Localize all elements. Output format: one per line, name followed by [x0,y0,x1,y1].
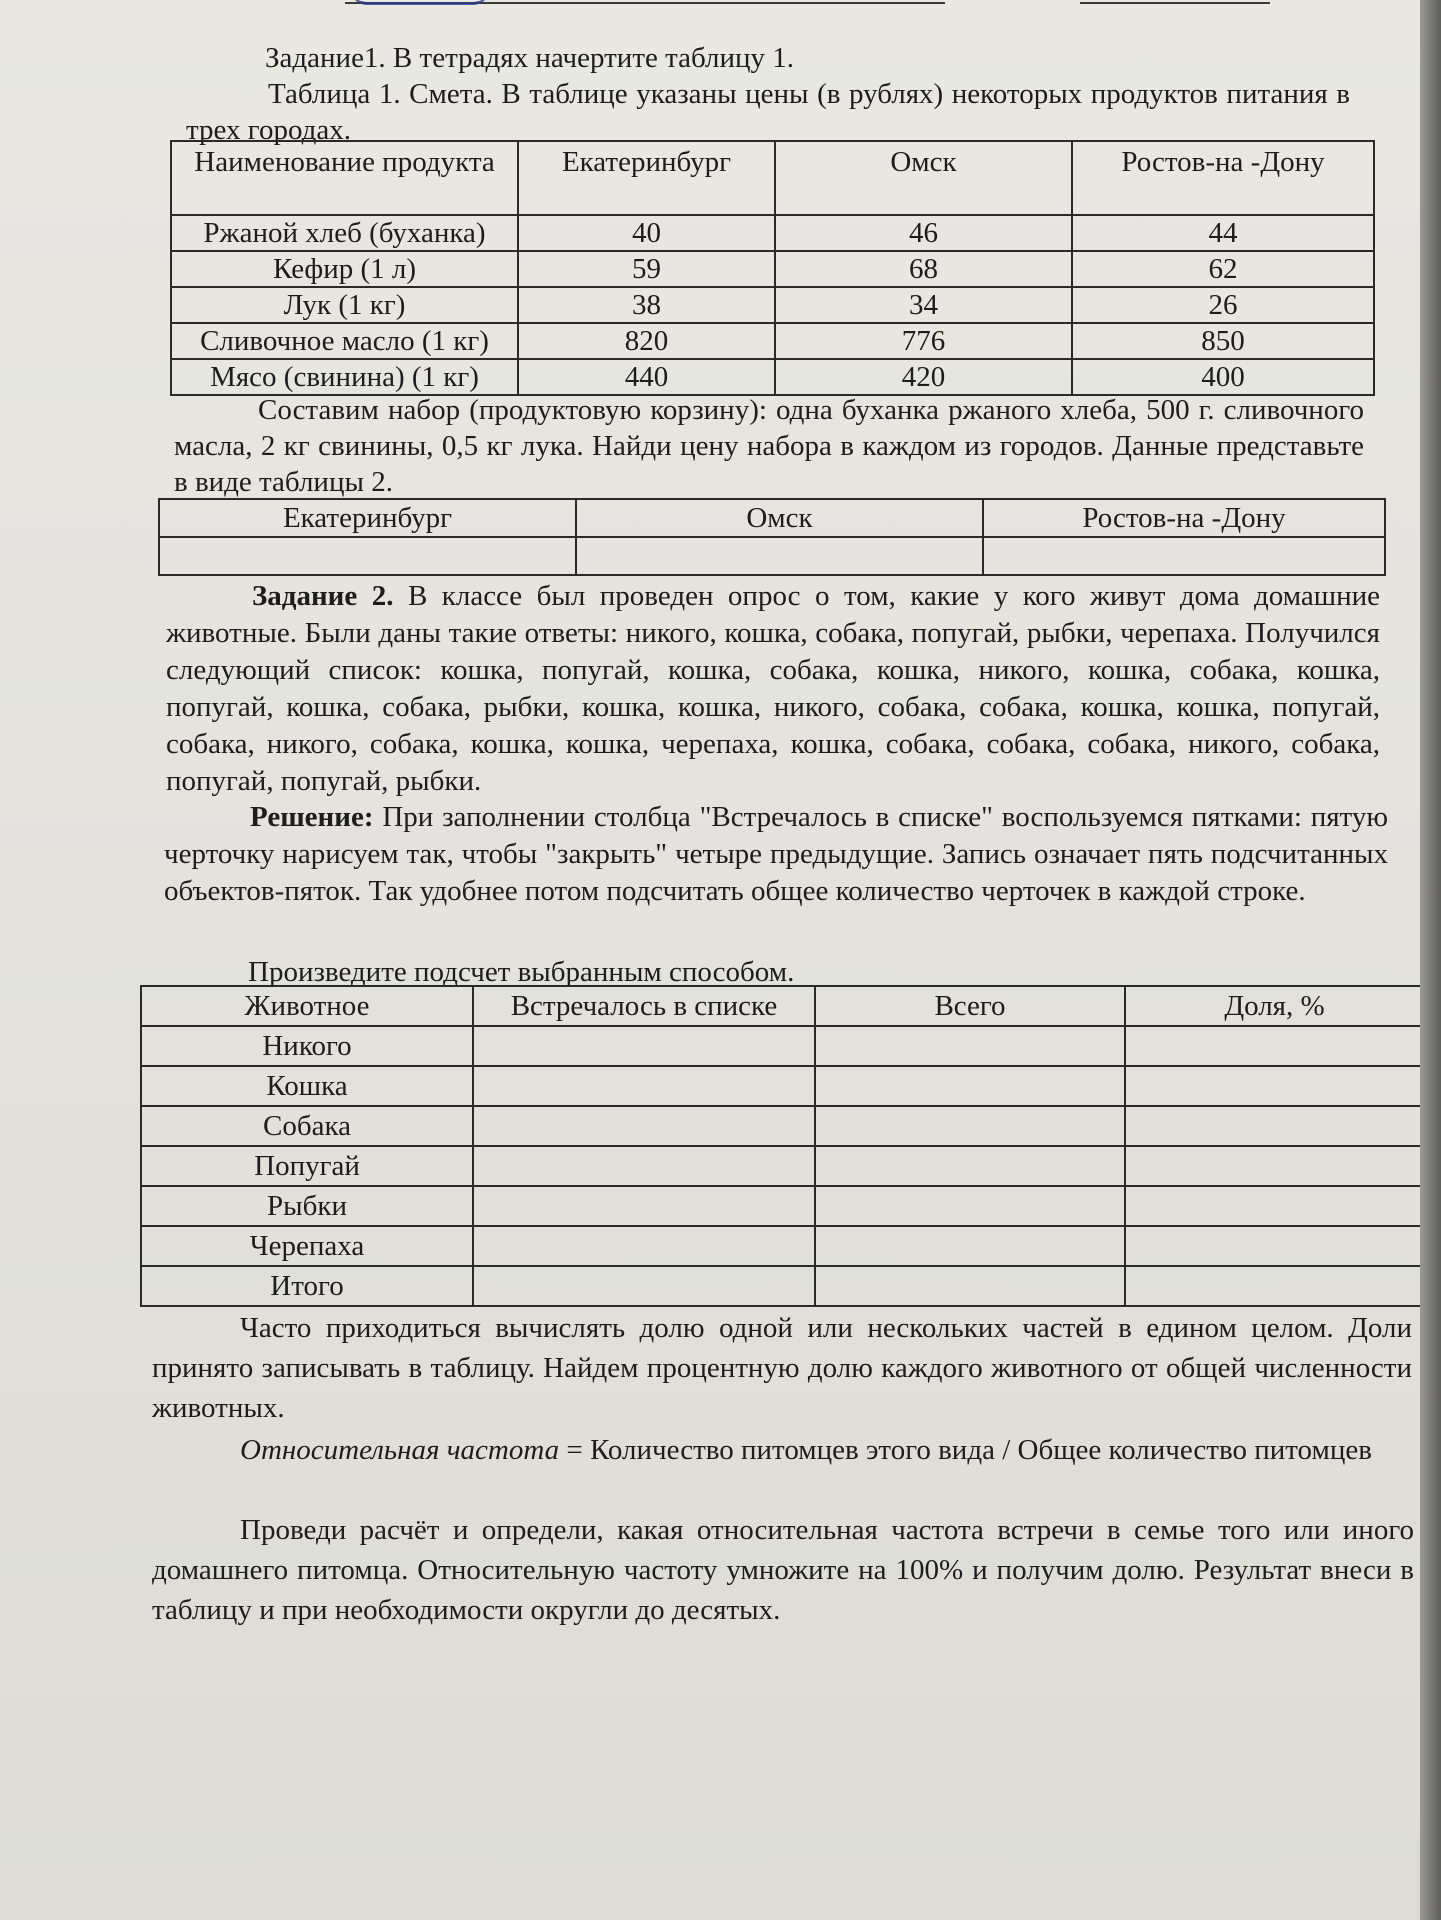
page-edge-shadow [1420,0,1441,1920]
solution-body: При заполнении столбца "Встречалось в списке" воспользуемся пятками: пятую черточку нарисуем так, чтобы "закрыть" четыре предыдущие. Запись означает пять подсчитанных объектов-пяток. Так удобнее потом подсчитать общее количество черточек в каждой строке. [164,801,1389,907]
table-header-row [141,986,1424,1026]
basket-text: Составим набор (продуктовую корзину): одна буханка ржаного хлеба, 500 г. сливочного масла, 2 кг свинины, 0,5 кг лука. Найди цену набора в каждом из городов. Данные представьте в виде таблицы 2. [174,394,1364,498]
task2-label: Задание 2. [252,580,394,612]
empty-answer-cell[interactable] [1125,1026,1424,1066]
empty-answer-cell[interactable] [1125,1226,1424,1266]
empty-answer-cell[interactable] [473,1146,815,1186]
empty-answer-cell[interactable] [473,1066,815,1106]
empty-answer-cell[interactable] [473,1106,815,1146]
table-cell: Итого [141,1266,473,1306]
table-cell: 26 [1072,287,1374,323]
table-row [141,1266,1424,1306]
table-header-cell: Встречалось в списке [473,986,815,1026]
formula-term: Относительная частота [240,1434,560,1466]
empty-answer-cell[interactable] [473,1226,815,1266]
formula-text [152,1430,1412,1470]
header-underline-2 [1080,2,1270,4]
table-cell: Рыбки [141,1186,473,1226]
table-row [141,1186,1424,1226]
table-cell: 850 [1072,323,1374,359]
table-cell: Ржаной хлеб (буханка) [171,215,518,251]
task2-text [166,578,1380,800]
task2-body: В классе был проведен опрос о том, какие у кого живут дома домашние животные. Были даны такие ответы: никого, кошка, собака, попугай, рыбки, черепаха. Получился следующий список: кошка, попугай, кошка, собака, кошка, никого, кошка, собака, кошка, попугай, кошка, собака, рыбки, кошка, кошка, никого, собака, собака, кошка, кошка, попугай, собака, никого, собака, кошка, кошка, черепаха, кошка, собака, собака, собака, никого, собака, попугай, попугай, рыбки. [166,580,1380,797]
table-header-cell: Животное [141,986,473,1026]
formula-rest: = Количество питомцев этого вида / Общее количество питомцев [566,1434,1372,1466]
table-cell: 776 [775,323,1072,359]
table-row [141,1066,1424,1106]
table-cell: 68 [775,251,1072,287]
table-row [171,323,1374,359]
table-cell: 62 [1072,251,1374,287]
table-cell: 46 [775,215,1072,251]
count-prompt: Произведите подсчет выбранным способом. [248,956,795,988]
table-row [171,251,1374,287]
empty-answer-cell[interactable] [815,1226,1125,1266]
empty-answer-cell[interactable] [815,1266,1125,1306]
empty-answer-cell[interactable] [983,537,1385,575]
table-cell: 400 [1072,359,1374,395]
empty-answer-cell[interactable] [473,1026,815,1066]
table-cell: Собака [141,1106,473,1146]
table-row [141,1106,1424,1146]
empty-answer-cell[interactable] [1125,1106,1424,1146]
table-row [141,1026,1424,1066]
table-header-cell: Ростов-на -Дону [1072,141,1374,215]
empty-answer-cell[interactable] [815,1146,1125,1186]
solution-text [164,799,1388,910]
table-header-cell: Екатеринбург [518,141,775,215]
table-row [159,537,1385,575]
empty-answer-cell[interactable] [815,1186,1125,1226]
table-cell: 59 [518,251,775,287]
table-cell: 44 [1072,215,1374,251]
handwritten-scribble [350,0,490,5]
pets-table [140,985,1425,1307]
table-cell: 820 [518,323,775,359]
task1-title: Задание1. В тетрадях начертите таблицу 1. [265,42,795,74]
empty-answer-cell[interactable] [1125,1186,1424,1226]
table-header-cell: Доля, % [1125,986,1424,1026]
price-table [170,140,1375,396]
table-cell: 440 [518,359,775,395]
table-header-cell: Наименование продукта [171,141,518,215]
empty-answer-cell[interactable] [815,1066,1125,1106]
table-cell: Сливочное масло (1 кг) [171,323,518,359]
table-header-row [159,499,1385,537]
table-header-cell: Екатеринбург [159,499,576,537]
table-cell: 40 [518,215,775,251]
empty-answer-cell[interactable] [473,1186,815,1226]
table-header-cell: Ростов-на -Дону [983,499,1385,537]
table-row [171,215,1374,251]
table-cell: 38 [518,287,775,323]
table-cell: Мясо (свинина) (1 кг) [171,359,518,395]
table-header-cell: Всего [815,986,1125,1026]
task1-intro: Таблица 1. Смета. В таблице указаны цены (в рублях) некоторых продуктов питания в трех городах. [186,78,1350,146]
final-text: Проведи расчёт и определи, какая относительная частота встречи в семье того или иного домашнего питомца. Относительную частоту умножите на 100% и получим долю. Результат внеси в таблицу и при необходимости округли до десятых. [152,1514,1414,1626]
empty-answer-cell[interactable] [159,537,576,575]
table-row [171,287,1374,323]
table-cell: 34 [775,287,1072,323]
basket-table [158,498,1386,576]
table-header-cell: Омск [576,499,983,537]
table-cell: Кефир (1 л) [171,251,518,287]
table-cell: Лук (1 кг) [171,287,518,323]
empty-answer-cell[interactable] [576,537,983,575]
table-cell: 420 [775,359,1072,395]
empty-answer-cell[interactable] [815,1026,1125,1066]
share-text: Часто приходиться вычислять долю одной или нескольких частей в едином целом. Доли принято записывать в таблицу. Найдем процентную долю каждого животного от общей численности животных. [152,1312,1412,1424]
table-row [171,359,1374,395]
empty-answer-cell[interactable] [473,1266,815,1306]
table-cell: Никого [141,1026,473,1066]
empty-answer-cell[interactable] [1125,1146,1424,1186]
empty-answer-cell[interactable] [1125,1266,1424,1306]
empty-answer-cell[interactable] [815,1106,1125,1146]
table-header-cell: Омск [775,141,1072,215]
table-cell: Попугай [141,1146,473,1186]
table-row [141,1146,1424,1186]
solution-label: Решение: [250,801,374,833]
table-cell: Кошка [141,1066,473,1106]
table-cell: Черепаха [141,1226,473,1266]
table-header-row [171,141,1374,215]
empty-answer-cell[interactable] [1125,1066,1424,1106]
table-row [141,1226,1424,1266]
